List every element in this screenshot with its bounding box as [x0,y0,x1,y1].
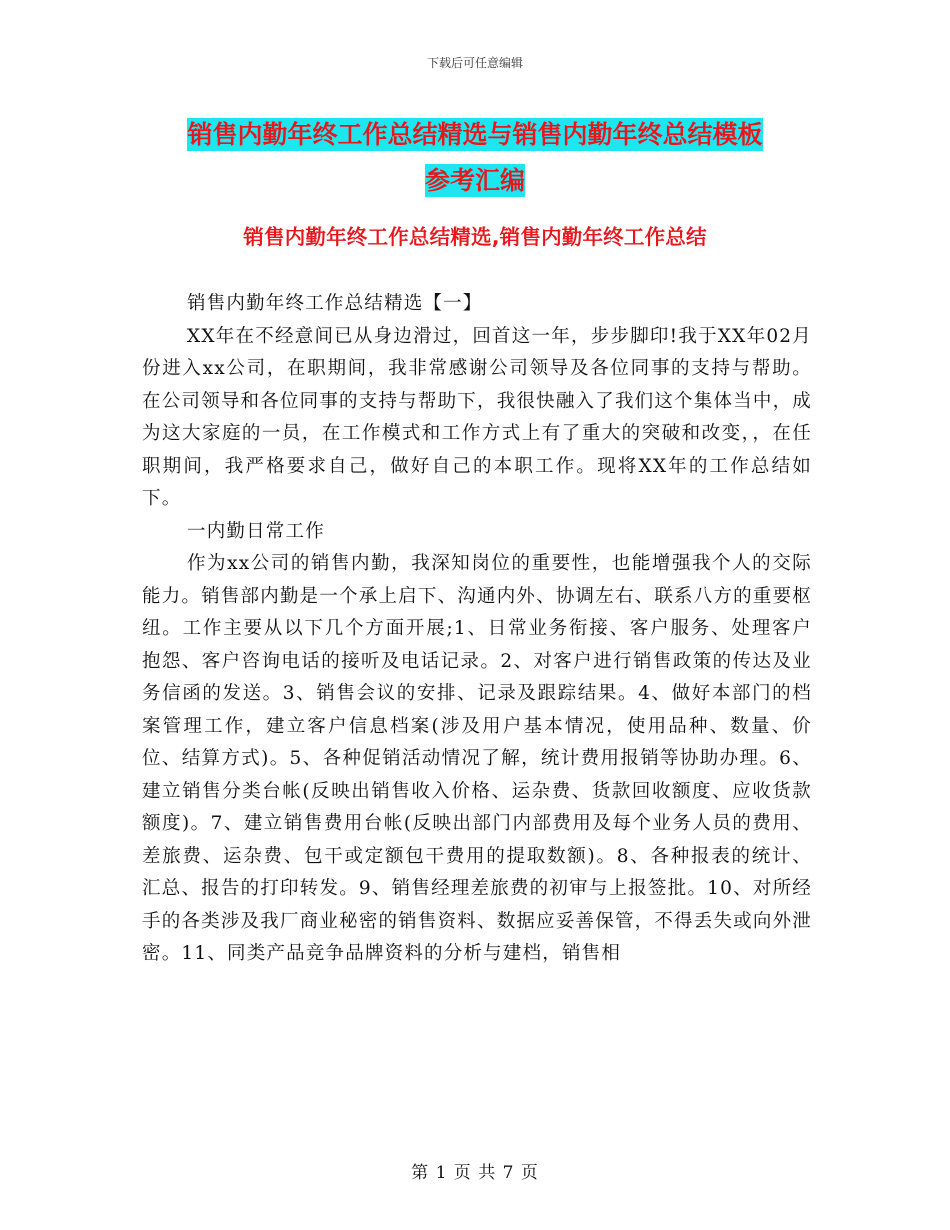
document-title-line-2: 参考汇编 [424,166,525,195]
section-heading-one: 销售内勤年终工作总结精选【一】 [187,293,483,314]
page-number-footer: 第 1 页 共 7 页 [411,1163,539,1183]
document-title [0,112,950,204]
body-paragraph-duties: 作为xx公司的销售内勤，我深知岗位的重要性，也能增强我个人的交际能力。销售部内勤是一个承上启下、沟通内外、协调左右、联系八方的重要枢纽。工作主要从以下几个方面开展;1、日常业务衔接、客户服务、处理客户抱怨、客户咨询电话的接听及电话记录。2、对客户进行销售政策的传达及业务信函的发送。3、销售会议的安排、记录及跟踪结果。4、做好本部门的档案管理工作，建立客户信息档案(涉及用户基本情况，使用品种、数量、价位、结算方式)。5、各种促销活动情况了解，统计费用报销等协助办理。6、建立销售分类台帐(反映出销售收入价格、运杂费、货款回收额度、应收货款额度)。7、建立销售费用台帐(反映出部门内部费用及每个业务人员的费用、差旅费、运杂费、包干或定额包干费用的提取数额)。8、各种报表的统计、汇总、报告的打印转发。9、销售经理差旅费的初审与上报签批。10、对所经手的各类涉及我厂商业秘密的销售资料、数据应妥善保管，不得丢失或向外泄密。11、同类产品竞争品牌资料的分析与建档，销售相 [142,553,812,964]
section-heading-daily-work: 一内勤日常工作 [187,520,325,542]
document-body [142,288,812,971]
body-paragraph-intro: XX年在不经意间已从身边滑过，回首这一年，步步脚印!我于XX年02月份进入xx公司，在职期间，我非常感谢公司领导及各位同事的支持与帮助。在公司领导和各位同事的支持与帮助下，我很快融入了我们这个集体当中，成为这大家庭的一员，在工作模式和工作方式上有了重大的突破和改变，，在任职期间，我严格要求自己，做好自己的本职工作。现将XX年的工作总结如下。 [142,325,812,509]
page-header-note: 下载后可任意编辑 [426,56,523,70]
document-subtitle: 销售内勤年终工作总结精选,销售内勤年终工作总结 [243,225,707,249]
document-title-line-1: 销售内勤年终工作总结精选与销售内勤年终总结模板 [187,120,763,149]
